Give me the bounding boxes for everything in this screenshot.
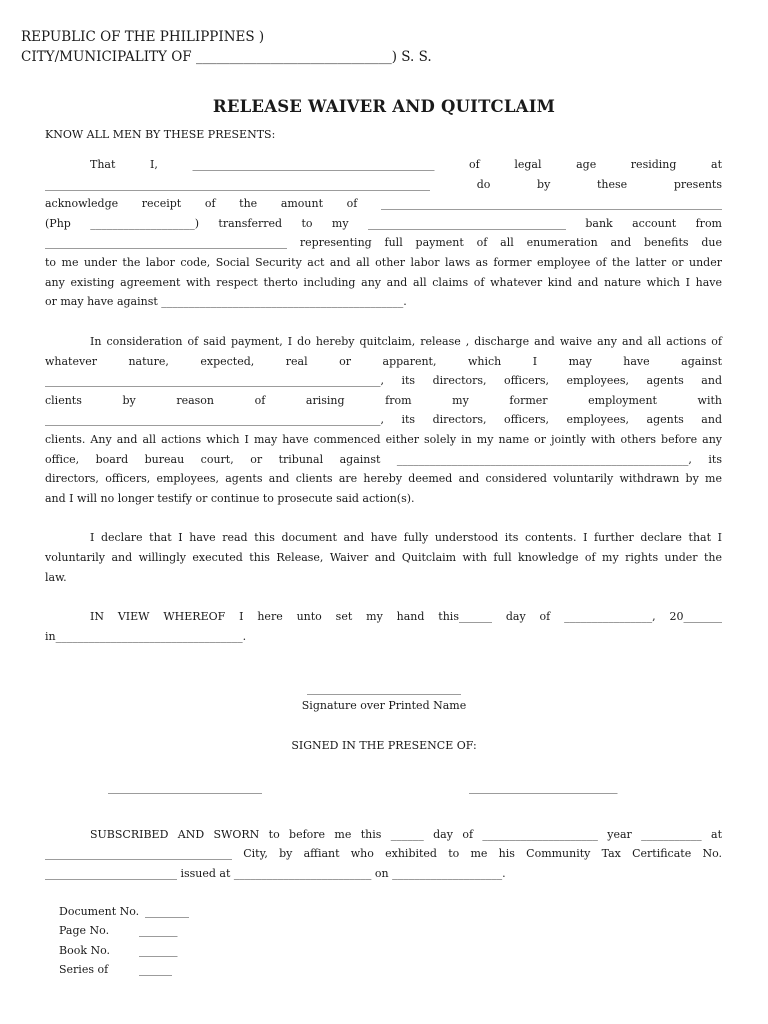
para1-line: acknowledge receipt of the amount of ______________________________________________________________ — [45, 197, 722, 210]
book-no-blank: _______ — [139, 944, 178, 957]
para1-line: ____________________________________________ representing full payment of all enumeration and benefits due — [45, 236, 722, 249]
para4-line: IN VIEW WHEREOF I here unto set my hand this______ day of ________________, 20_______ — [90, 610, 722, 623]
witness-line-left: ____________________________ — [108, 781, 262, 794]
document-no-blank: ________ — [145, 905, 189, 918]
series-label: Series of — [59, 963, 109, 976]
para5-line: SUBSCRIBED AND SWORN to before me this ______ day of _____________________ year ___________ at — [90, 828, 722, 841]
para1-line: ______________________________________________________________________ do by these presents — [45, 178, 722, 191]
witness-line-right: ___________________________ — [469, 781, 618, 794]
signature-label: Signature over Printed Name — [301, 699, 467, 712]
book-no-label: Book No. — [59, 944, 111, 957]
para3-line: I declare that I have read this document and have fully understood its contents. I further declare that I — [90, 531, 722, 544]
para1-line: (Php ___________________) transferred to my ____________________________________ bank account from — [45, 217, 722, 230]
para2-line: office, board bureau court, or tribunal against _____________________________________________________, its — [45, 453, 722, 466]
header-city: CITY/MUNICIPALITY OF _____________________________) S. S. — [21, 49, 432, 65]
para5-line: ________________________ issued at _________________________ on ____________________. — [45, 867, 506, 880]
para2-line: _____________________________________________________________, its directors, officers, employees, agents and — [45, 374, 722, 387]
document-no-label: Document No. — [59, 905, 140, 918]
document-title: RELEASE WAIVER AND QUITCLAIM — [212, 97, 556, 116]
page-no-blank: _______ — [139, 924, 178, 937]
para1-line: That I, ____________________________________________ of legal age residing at — [90, 158, 722, 171]
para2-line: and I will no longer testify or continue to prosecute said action(s). — [45, 492, 415, 505]
signature-line: ____________________________ — [307, 682, 461, 695]
para4-line: in__________________________________. — [45, 630, 247, 643]
para3-line: voluntarily and willingly executed this Release, Waiver and Quitclaim with full knowledge of my rights under the — [45, 551, 722, 564]
para1-line: or may have against ____________________________________________. — [45, 295, 407, 308]
intro-text: KNOW ALL MEN BY THESE PRESENTS: — [45, 128, 276, 141]
page-no-label: Page No. — [59, 924, 110, 937]
para1-line: any existing agreement with respect therto including any and all claims of whatever kind and nature which I have — [45, 276, 722, 289]
para2-line: whatever nature, expected, real or apparent, which I may have against — [45, 355, 722, 368]
para2-line: _____________________________________________________________, its directors, officers, employees, agents and — [45, 413, 722, 426]
header-republic: REPUBLIC OF THE PHILIPPINES ) — [21, 29, 265, 45]
witness-heading: SIGNED IN THE PRESENCE OF: — [291, 739, 477, 752]
series-blank: ______ — [139, 963, 172, 976]
para2-line: clients by reason of arising from my former employment with — [45, 394, 722, 407]
para1-line: to me under the labor code, Social Security act and all other labor laws as former employee of the latter or under — [45, 256, 722, 269]
para2-line: directors, officers, employees, agents and clients are hereby deemed and considered voluntarily withdrawn by me — [45, 472, 722, 485]
para2-line: In consideration of said payment, I do hereby quitclaim, release , discharge and waive any and all actions of — [90, 335, 722, 348]
para3-line: law. — [45, 571, 67, 584]
para2-line: clients. Any and all actions which I may have commenced either solely in my name or jointly with others before any — [45, 433, 722, 446]
para5-line: __________________________________ City, by affiant who exhibited to me his Community Tax Certificate No. — [45, 847, 722, 860]
